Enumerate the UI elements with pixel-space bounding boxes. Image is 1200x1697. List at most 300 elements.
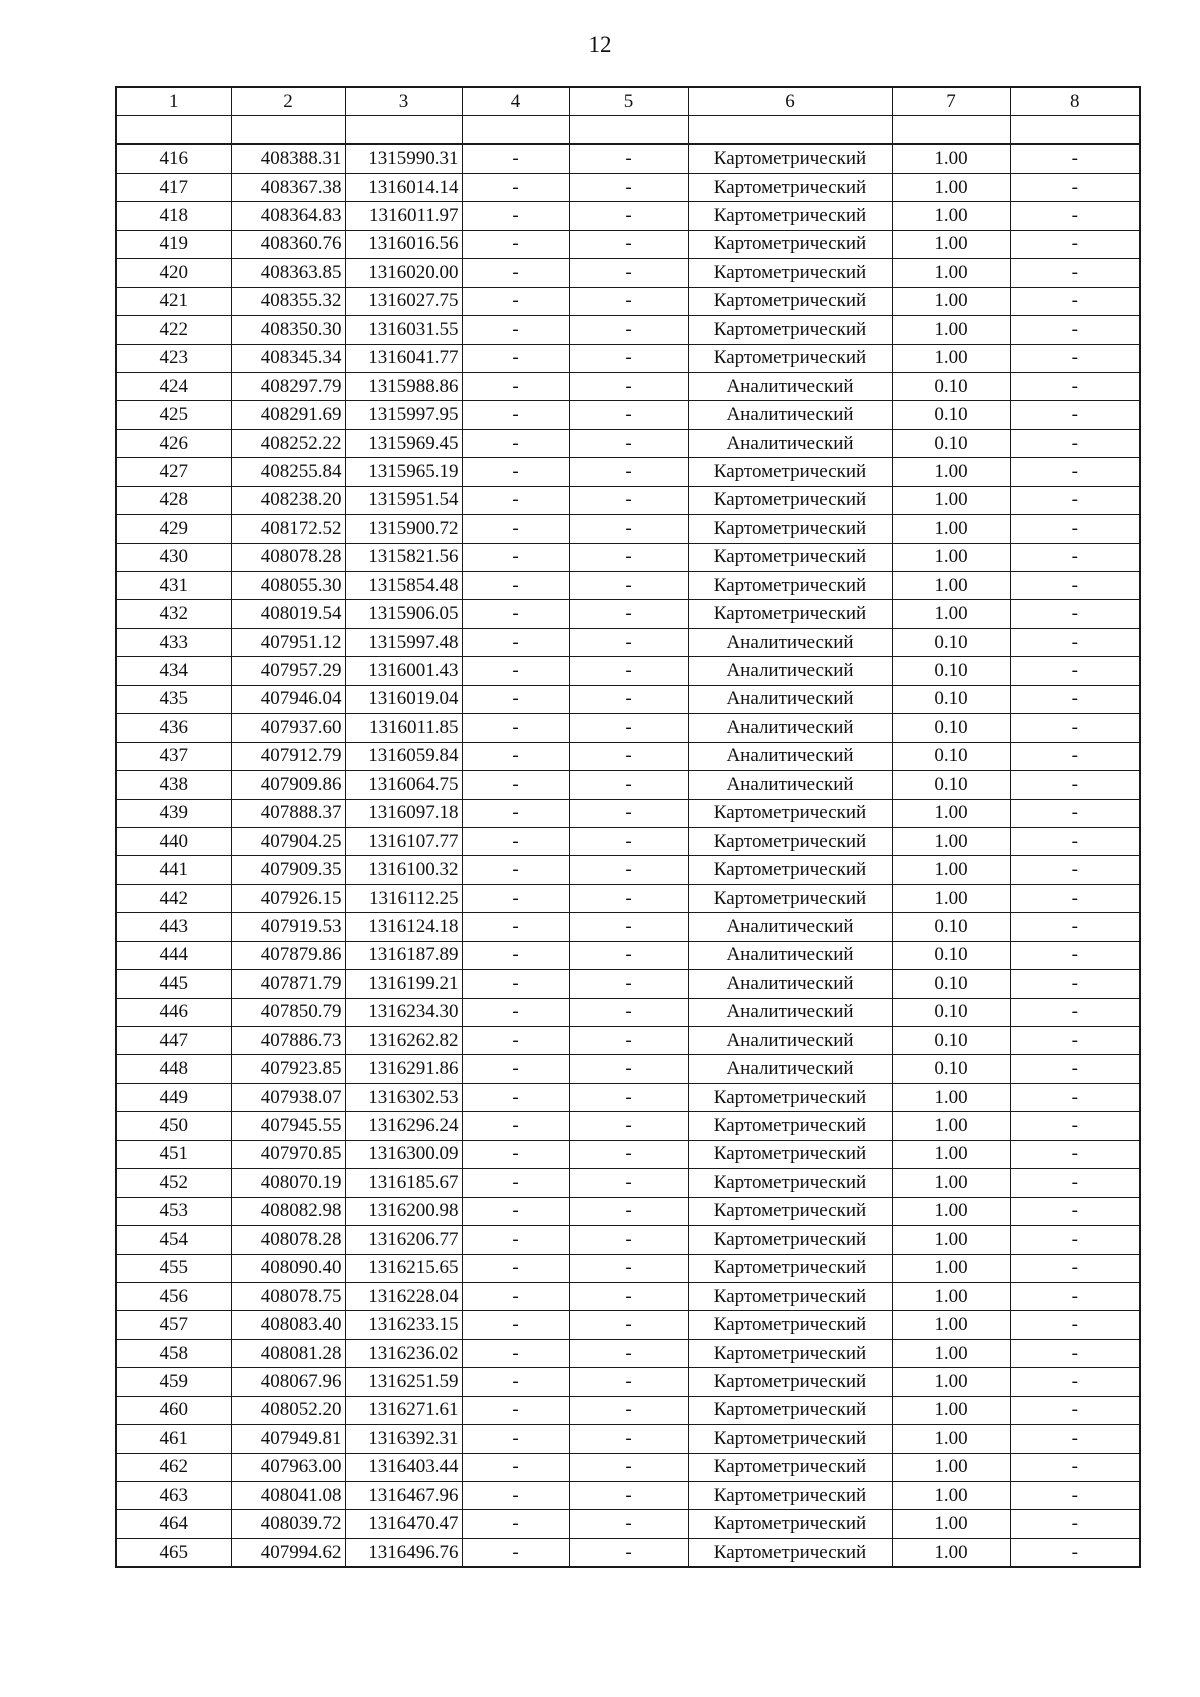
accuracy-cell: 1.00 [892, 1311, 1010, 1339]
y-coordinate-cell: 1316100.32 [345, 856, 462, 884]
accuracy-cell: 1.00 [892, 1510, 1010, 1538]
y-coordinate-cell: 1316041.77 [345, 344, 462, 372]
table-row [116, 1311, 1140, 1339]
x-coordinate-cell: 408345.34 [231, 344, 345, 372]
table-row [116, 799, 1140, 827]
method-cell: Аналитический [688, 970, 892, 998]
point-number-cell: 453 [116, 1197, 231, 1225]
x-coordinate-cell: 408364.83 [231, 202, 345, 230]
column-5-cell: - [569, 913, 688, 941]
column-8-cell: - [1010, 543, 1140, 571]
method-cell: Картометрический [688, 515, 892, 543]
column-4-cell: - [462, 1254, 569, 1282]
column-4-cell: - [462, 429, 569, 457]
point-number-cell: 440 [116, 827, 231, 855]
x-coordinate-cell: 408041.08 [231, 1482, 345, 1510]
table-row [116, 543, 1140, 571]
column-4-cell: - [462, 458, 569, 486]
table-row [116, 1368, 1140, 1396]
point-number-cell: 432 [116, 600, 231, 628]
method-cell: Аналитический [688, 372, 892, 400]
table-row [116, 486, 1140, 514]
point-number-cell: 451 [116, 1140, 231, 1168]
point-number-cell: 443 [116, 913, 231, 941]
column-8-cell: - [1010, 287, 1140, 315]
accuracy-cell: 0.10 [892, 941, 1010, 969]
column-5-cell: - [569, 685, 688, 713]
column-4-cell: - [462, 1453, 569, 1481]
table-row [116, 970, 1140, 998]
column-5-cell: - [569, 884, 688, 912]
column-4-cell: - [462, 1282, 569, 1310]
y-coordinate-cell: 1315906.05 [345, 600, 462, 628]
column-5-cell: - [569, 1425, 688, 1453]
table-row [116, 1197, 1140, 1225]
method-cell: Картометрический [688, 1311, 892, 1339]
accuracy-cell: 0.10 [892, 628, 1010, 656]
x-coordinate-cell: 408067.96 [231, 1368, 345, 1396]
method-cell: Картометрический [688, 543, 892, 571]
method-cell: Аналитический [688, 1027, 892, 1055]
accuracy-cell: 1.00 [892, 799, 1010, 827]
y-coordinate-cell: 1316112.25 [345, 884, 462, 912]
accuracy-cell: 1.00 [892, 856, 1010, 884]
point-number-cell: 441 [116, 856, 231, 884]
column-8-cell: - [1010, 515, 1140, 543]
accuracy-cell: 0.10 [892, 429, 1010, 457]
y-coordinate-cell: 1316296.24 [345, 1112, 462, 1140]
y-coordinate-cell: 1316233.15 [345, 1311, 462, 1339]
x-coordinate-cell: 408360.76 [231, 230, 345, 258]
accuracy-cell: 1.00 [892, 1482, 1010, 1510]
column-4-cell: - [462, 1510, 569, 1538]
accuracy-cell: 1.00 [892, 259, 1010, 287]
x-coordinate-cell: 407909.35 [231, 856, 345, 884]
empty-cell [688, 116, 892, 145]
column-5-cell: - [569, 173, 688, 201]
coordinates-table [115, 86, 1141, 1568]
column-4-cell: - [462, 202, 569, 230]
point-number-cell: 460 [116, 1396, 231, 1424]
column-5-cell: - [569, 1112, 688, 1140]
column-4-cell: - [462, 515, 569, 543]
table-row [116, 1169, 1140, 1197]
empty-cell [116, 116, 231, 145]
x-coordinate-cell: 407888.37 [231, 799, 345, 827]
accuracy-cell: 0.10 [892, 401, 1010, 429]
column-5-cell: - [569, 998, 688, 1026]
column-5-cell: - [569, 1538, 688, 1567]
column-8-cell: - [1010, 1027, 1140, 1055]
column-5-cell: - [569, 1169, 688, 1197]
column-8-cell: - [1010, 401, 1140, 429]
method-cell: Картометрический [688, 259, 892, 287]
method-cell: Аналитический [688, 657, 892, 685]
accuracy-cell: 0.10 [892, 998, 1010, 1026]
point-number-cell: 445 [116, 970, 231, 998]
accuracy-cell: 1.00 [892, 600, 1010, 628]
column-4-cell: - [462, 1169, 569, 1197]
y-coordinate-cell: 1316097.18 [345, 799, 462, 827]
x-coordinate-cell: 407937.60 [231, 714, 345, 742]
y-coordinate-cell: 1315965.19 [345, 458, 462, 486]
x-coordinate-cell: 408090.40 [231, 1254, 345, 1282]
y-coordinate-cell: 1316011.85 [345, 714, 462, 742]
y-coordinate-cell: 1316027.75 [345, 287, 462, 315]
table-row [116, 1140, 1140, 1168]
accuracy-cell: 1.00 [892, 1112, 1010, 1140]
column-8-cell: - [1010, 429, 1140, 457]
point-number-cell: 426 [116, 429, 231, 457]
x-coordinate-cell: 408019.54 [231, 600, 345, 628]
point-number-cell: 422 [116, 316, 231, 344]
method-cell: Картометрический [688, 572, 892, 600]
table-body [116, 116, 1140, 1567]
method-cell: Картометрический [688, 230, 892, 258]
accuracy-cell: 0.10 [892, 714, 1010, 742]
column-4-cell: - [462, 259, 569, 287]
y-coordinate-cell: 1316200.98 [345, 1197, 462, 1225]
point-number-cell: 418 [116, 202, 231, 230]
column-8-cell: - [1010, 714, 1140, 742]
column-8-cell: - [1010, 1538, 1140, 1567]
method-cell: Картометрический [688, 1197, 892, 1225]
empty-cell [569, 116, 688, 145]
accuracy-cell: 1.00 [892, 543, 1010, 571]
column-8-cell: - [1010, 913, 1140, 941]
x-coordinate-cell: 408291.69 [231, 401, 345, 429]
column-4-cell: - [462, 372, 569, 400]
column-4-cell: - [462, 771, 569, 799]
table-row [116, 259, 1140, 287]
point-number-cell: 448 [116, 1055, 231, 1083]
table-row [116, 742, 1140, 770]
column-5-cell: - [569, 600, 688, 628]
method-cell: Аналитический [688, 913, 892, 941]
column-8-cell: - [1010, 458, 1140, 486]
method-cell: Картометрический [688, 202, 892, 230]
column-4-cell: - [462, 1396, 569, 1424]
column-4-cell: - [462, 799, 569, 827]
table-row [116, 628, 1140, 656]
accuracy-cell: 1.00 [892, 827, 1010, 855]
point-number-cell: 455 [116, 1254, 231, 1282]
empty-cell [1010, 116, 1140, 145]
point-number-cell: 416 [116, 144, 231, 173]
accuracy-cell: 0.10 [892, 771, 1010, 799]
point-number-cell: 433 [116, 628, 231, 656]
accuracy-cell: 1.00 [892, 1169, 1010, 1197]
accuracy-cell: 1.00 [892, 1226, 1010, 1254]
table-row [116, 685, 1140, 713]
column-4-cell: - [462, 230, 569, 258]
accuracy-cell: 1.00 [892, 572, 1010, 600]
x-coordinate-cell: 407886.73 [231, 1027, 345, 1055]
column-8-cell: - [1010, 856, 1140, 884]
table-row [116, 1055, 1140, 1083]
column-4-cell: - [462, 401, 569, 429]
method-cell: Картометрический [688, 1083, 892, 1111]
empty-cell [462, 116, 569, 145]
column-4-cell: - [462, 1140, 569, 1168]
method-cell: Картометрический [688, 1396, 892, 1424]
point-number-cell: 450 [116, 1112, 231, 1140]
table-row [116, 1027, 1140, 1055]
method-cell: Аналитический [688, 1055, 892, 1083]
point-number-cell: 437 [116, 742, 231, 770]
column-8-cell: - [1010, 1226, 1140, 1254]
x-coordinate-cell: 408078.28 [231, 1226, 345, 1254]
column-8-cell: - [1010, 1169, 1140, 1197]
y-coordinate-cell: 1315854.48 [345, 572, 462, 600]
method-cell: Картометрический [688, 1510, 892, 1538]
x-coordinate-cell: 408355.32 [231, 287, 345, 315]
x-coordinate-cell: 407994.62 [231, 1538, 345, 1567]
table-row [116, 401, 1140, 429]
y-coordinate-cell: 1315821.56 [345, 543, 462, 571]
y-coordinate-cell: 1316124.18 [345, 913, 462, 941]
method-cell: Аналитический [688, 628, 892, 656]
method-cell: Аналитический [688, 685, 892, 713]
accuracy-cell: 1.00 [892, 230, 1010, 258]
method-cell: Картометрический [688, 287, 892, 315]
column-8-cell: - [1010, 1339, 1140, 1367]
column-4-cell: - [462, 1538, 569, 1567]
column-4-cell: - [462, 742, 569, 770]
x-coordinate-cell: 407938.07 [231, 1083, 345, 1111]
table-row [116, 515, 1140, 543]
column-4-cell: - [462, 316, 569, 344]
accuracy-cell: 1.00 [892, 1254, 1010, 1282]
accuracy-cell: 0.10 [892, 1055, 1010, 1083]
point-number-cell: 444 [116, 941, 231, 969]
accuracy-cell: 1.00 [892, 1282, 1010, 1310]
y-coordinate-cell: 1316496.76 [345, 1538, 462, 1567]
x-coordinate-cell: 408238.20 [231, 486, 345, 514]
column-4-cell: - [462, 1112, 569, 1140]
x-coordinate-cell: 407909.86 [231, 771, 345, 799]
x-coordinate-cell: 407946.04 [231, 685, 345, 713]
accuracy-cell: 1.00 [892, 287, 1010, 315]
table-row [116, 202, 1140, 230]
column-header: 8 [1010, 87, 1140, 116]
y-coordinate-cell: 1316291.86 [345, 1055, 462, 1083]
method-cell: Картометрический [688, 827, 892, 855]
column-5-cell: - [569, 771, 688, 799]
column-5-cell: - [569, 1368, 688, 1396]
accuracy-cell: 1.00 [892, 1083, 1010, 1111]
column-8-cell: - [1010, 1368, 1140, 1396]
table-row [116, 827, 1140, 855]
column-8-cell: - [1010, 1282, 1140, 1310]
column-8-cell: - [1010, 1482, 1140, 1510]
point-number-cell: 430 [116, 543, 231, 571]
method-cell: Картометрический [688, 1226, 892, 1254]
method-cell: Аналитический [688, 429, 892, 457]
column-4-cell: - [462, 1368, 569, 1396]
column-8-cell: - [1010, 173, 1140, 201]
column-8-cell: - [1010, 1311, 1140, 1339]
x-coordinate-cell: 407970.85 [231, 1140, 345, 1168]
table-row [116, 1396, 1140, 1424]
x-coordinate-cell: 408363.85 [231, 259, 345, 287]
column-5-cell: - [569, 799, 688, 827]
column-5-cell: - [569, 1453, 688, 1481]
column-8-cell: - [1010, 998, 1140, 1026]
x-coordinate-cell: 408350.30 [231, 316, 345, 344]
point-number-cell: 452 [116, 1169, 231, 1197]
column-8-cell: - [1010, 230, 1140, 258]
y-coordinate-cell: 1316016.56 [345, 230, 462, 258]
column-4-cell: - [462, 1027, 569, 1055]
point-number-cell: 417 [116, 173, 231, 201]
accuracy-cell: 1.00 [892, 1453, 1010, 1481]
x-coordinate-cell: 407951.12 [231, 628, 345, 656]
point-number-cell: 449 [116, 1083, 231, 1111]
y-coordinate-cell: 1316228.04 [345, 1282, 462, 1310]
accuracy-cell: 1.00 [892, 1197, 1010, 1225]
column-8-cell: - [1010, 1197, 1140, 1225]
column-8-cell: - [1010, 486, 1140, 514]
table-row [116, 1510, 1140, 1538]
table-row [116, 230, 1140, 258]
accuracy-cell: 0.10 [892, 657, 1010, 685]
method-cell: Аналитический [688, 742, 892, 770]
table-row [116, 144, 1140, 173]
table-row [116, 1453, 1140, 1481]
method-cell: Картометрический [688, 1482, 892, 1510]
method-cell: Картометрический [688, 316, 892, 344]
accuracy-cell: 1.00 [892, 316, 1010, 344]
method-cell: Картометрический [688, 1425, 892, 1453]
column-4-cell: - [462, 1083, 569, 1111]
column-5-cell: - [569, 144, 688, 173]
x-coordinate-cell: 407850.79 [231, 998, 345, 1026]
accuracy-cell: 1.00 [892, 486, 1010, 514]
y-coordinate-cell: 1316185.67 [345, 1169, 462, 1197]
y-coordinate-cell: 1316187.89 [345, 941, 462, 969]
table-row [116, 429, 1140, 457]
method-cell: Картометрический [688, 1140, 892, 1168]
column-8-cell: - [1010, 259, 1140, 287]
empty-row [116, 116, 1140, 145]
accuracy-cell: 1.00 [892, 202, 1010, 230]
y-coordinate-cell: 1316262.82 [345, 1027, 462, 1055]
point-number-cell: 454 [116, 1226, 231, 1254]
method-cell: Картометрический [688, 1282, 892, 1310]
column-8-cell: - [1010, 884, 1140, 912]
method-cell: Картометрический [688, 1339, 892, 1367]
point-number-cell: 462 [116, 1453, 231, 1481]
column-8-cell: - [1010, 372, 1140, 400]
column-5-cell: - [569, 1254, 688, 1282]
y-coordinate-cell: 1316251.59 [345, 1368, 462, 1396]
table-row [116, 1482, 1140, 1510]
method-cell: Картометрический [688, 884, 892, 912]
method-cell: Картометрический [688, 486, 892, 514]
column-4-cell: - [462, 1311, 569, 1339]
column-4-cell: - [462, 344, 569, 372]
column-5-cell: - [569, 970, 688, 998]
y-coordinate-cell: 1316300.09 [345, 1140, 462, 1168]
column-8-cell: - [1010, 771, 1140, 799]
method-cell: Картометрический [688, 173, 892, 201]
column-8-cell: - [1010, 1453, 1140, 1481]
column-4-cell: - [462, 287, 569, 315]
point-number-cell: 435 [116, 685, 231, 713]
column-header: 6 [688, 87, 892, 116]
x-coordinate-cell: 408083.40 [231, 1311, 345, 1339]
column-5-cell: - [569, 429, 688, 457]
column-header: 2 [231, 87, 345, 116]
column-4-cell: - [462, 941, 569, 969]
method-cell: Картометрический [688, 1254, 892, 1282]
column-4-cell: - [462, 173, 569, 201]
y-coordinate-cell: 1316064.75 [345, 771, 462, 799]
column-4-cell: - [462, 1226, 569, 1254]
column-4-cell: - [462, 856, 569, 884]
column-8-cell: - [1010, 970, 1140, 998]
method-cell: Аналитический [688, 941, 892, 969]
accuracy-cell: 0.10 [892, 742, 1010, 770]
method-cell: Картометрический [688, 1169, 892, 1197]
column-8-cell: - [1010, 144, 1140, 173]
point-number-cell: 457 [116, 1311, 231, 1339]
column-5-cell: - [569, 287, 688, 315]
y-coordinate-cell: 1316470.47 [345, 1510, 462, 1538]
column-8-cell: - [1010, 202, 1140, 230]
point-number-cell: 436 [116, 714, 231, 742]
y-coordinate-cell: 1316107.77 [345, 827, 462, 855]
column-4-cell: - [462, 1339, 569, 1367]
y-coordinate-cell: 1316302.53 [345, 1083, 462, 1111]
table-row [116, 998, 1140, 1026]
x-coordinate-cell: 408082.98 [231, 1197, 345, 1225]
y-coordinate-cell: 1316019.04 [345, 685, 462, 713]
method-cell: Картометрический [688, 344, 892, 372]
column-8-cell: - [1010, 344, 1140, 372]
y-coordinate-cell: 1316467.96 [345, 1482, 462, 1510]
x-coordinate-cell: 408255.84 [231, 458, 345, 486]
table-row [116, 657, 1140, 685]
method-cell: Картометрический [688, 1538, 892, 1567]
point-number-cell: 464 [116, 1510, 231, 1538]
column-8-cell: - [1010, 742, 1140, 770]
method-cell: Аналитический [688, 714, 892, 742]
column-8-cell: - [1010, 941, 1140, 969]
column-5-cell: - [569, 543, 688, 571]
x-coordinate-cell: 408055.30 [231, 572, 345, 600]
y-coordinate-cell: 1315990.31 [345, 144, 462, 173]
table-row [116, 856, 1140, 884]
point-number-cell: 431 [116, 572, 231, 600]
point-number-cell: 429 [116, 515, 231, 543]
column-header: 1 [116, 87, 231, 116]
column-5-cell: - [569, 827, 688, 855]
column-4-cell: - [462, 628, 569, 656]
point-number-cell: 461 [116, 1425, 231, 1453]
column-4-cell: - [462, 714, 569, 742]
column-8-cell: - [1010, 685, 1140, 713]
y-coordinate-cell: 1316020.00 [345, 259, 462, 287]
column-5-cell: - [569, 856, 688, 884]
y-coordinate-cell: 1316271.61 [345, 1396, 462, 1424]
accuracy-cell: 1.00 [892, 515, 1010, 543]
x-coordinate-cell: 407912.79 [231, 742, 345, 770]
point-number-cell: 428 [116, 486, 231, 514]
column-5-cell: - [569, 572, 688, 600]
column-5-cell: - [569, 230, 688, 258]
